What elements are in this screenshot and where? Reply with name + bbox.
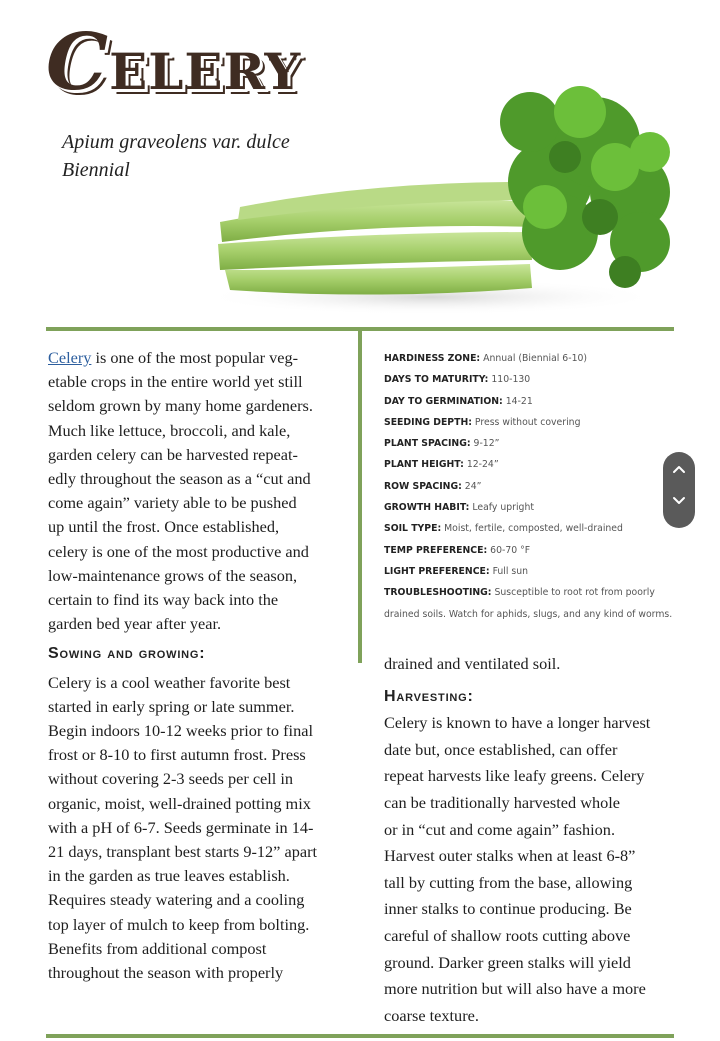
text-line: in the garden as true leaves establish. [48,866,290,886]
text-line: started in early spring or late summer. [48,696,295,716]
text-line: Much like lettuce, broccoli, and kale, [48,420,291,440]
spec-day-to-germination: DAY TO GERMINATION: 14-21 [384,395,533,407]
scroll-down-button[interactable] [663,490,695,528]
text-line: with a pH of 6-7. Seeds germinate in 14- [48,817,314,837]
spec-seeding-depth: SEEDING DEPTH: Press without covering [384,416,581,428]
spec-light-preference: LIGHT PREFERENCE: Full sun [384,565,529,577]
text-line: 21 days, transplant best starts 9-12” apart [48,842,318,862]
intro-paragraph [48,346,348,636]
text-line: top layer of mulch to keep from bolting. [48,914,310,934]
spec-growth-habit: GROWTH HABIT: Leafy upright [384,502,534,514]
spec-soil-type: SOIL TYPE: Moist, fertile, composted, well-drained [384,523,623,535]
scientific-name: Apium graveolens var. dulce [62,131,290,153]
text-line: can be traditionally harvested whole [384,792,620,812]
text-line: careful of shallow roots cutting above [384,925,631,945]
specs-list [384,348,684,625]
spec-plant-height: PLANT HEIGHT: 12-24” [384,459,499,471]
harvesting-heading: Harvesting: [384,687,474,705]
text-line: low-maintenance grows of the season, [48,565,298,585]
text-line: Requires steady watering and a cooling [48,890,305,910]
bottom-divider [46,1034,674,1038]
spec-plant-spacing: PLANT SPACING: 9-12” [384,438,500,450]
text-line: or in “cut and come again” fashion. [384,819,616,839]
text-line: garden celery can be harvested repeat- [48,444,298,464]
text-line: ground. Darker green stalks will yield [384,952,631,972]
right-column [384,651,684,1029]
chevron-down-icon [672,496,686,506]
text-line: Celery is a cool weather favorite best [48,672,291,692]
text-line: more nutrition but will also have a more [384,979,646,999]
sowing-paragraph [48,671,348,986]
text-line: organic, moist, well-drained potting mix [48,793,311,813]
spec-troubleshooting-cont: drained soils. Watch for aphids, slugs, and any kind of worms. [384,608,673,620]
text-line: certain to find its way back into the [48,590,279,610]
text-line: frost or 8-10 to first autumn frost. Press [48,745,306,765]
spec-temp-preference: TEMP PREFERENCE: 60-70 °F [384,544,531,556]
text-line: throughout the season with properly [48,963,284,983]
spec-row-spacing: ROW SPACING: 24” [384,480,482,492]
lifecycle: Biennial [62,159,130,181]
page-scroll-control [663,452,695,528]
text-line: etable crops in the entire world yet still [48,372,303,392]
text-line: celery is one of the most productive and [48,541,309,561]
left-column [48,346,348,985]
scroll-up-button[interactable] [663,452,695,490]
sowing-continued: drained and ventilated soil. [384,654,561,673]
spec-hardiness-zone: HARDINESS ZONE: Annual (Biennial 6-10) [384,353,588,364]
text-line: up until the frost. Once established, [48,517,280,537]
text-line: is one of the most popular veg- [91,348,299,367]
text-line: tall by cutting from the base, allowing [384,872,633,892]
text-line: come again” variety able to be pushed [48,493,297,513]
text-line: edly throughout the season as a “cut and [48,469,311,489]
text-line: Celery is known to have a longer harvest [384,713,651,733]
spec-troubleshooting: TROUBLESHOOTING: Susceptible to root rot from poorly [384,587,655,599]
text-line: without covering 2-3 seeds per cell in [48,769,294,789]
celery-link[interactable]: Celery [48,348,92,367]
text-line: Harvest outer stalks when at least 6-8” [384,846,636,866]
text-line: repeat harvests like leafy greens. Celery [384,766,645,786]
spec-days-to-maturity: DAYS TO MATURITY: 110-130 [384,374,531,386]
text-line: garden bed year after year. [48,614,222,634]
text-line: Begin indoors 10-12 weeks prior to final [48,721,313,741]
text-line: coarse texture. [384,1005,479,1025]
harvesting-paragraph [384,710,684,1029]
celery-image [200,32,688,328]
chevron-up-icon [672,464,686,474]
sowing-heading: Sowing and growing: [48,645,206,663]
text-line: Benefits from additional compost [48,938,267,958]
text-line: date but, once established, can offer [384,739,618,759]
text-line: inner stalks to continue producing. Be [384,899,632,919]
page-title: CELERY [46,17,302,108]
text-line: seldom grown by many home gardeners. [48,396,313,416]
column-divider [358,331,362,663]
